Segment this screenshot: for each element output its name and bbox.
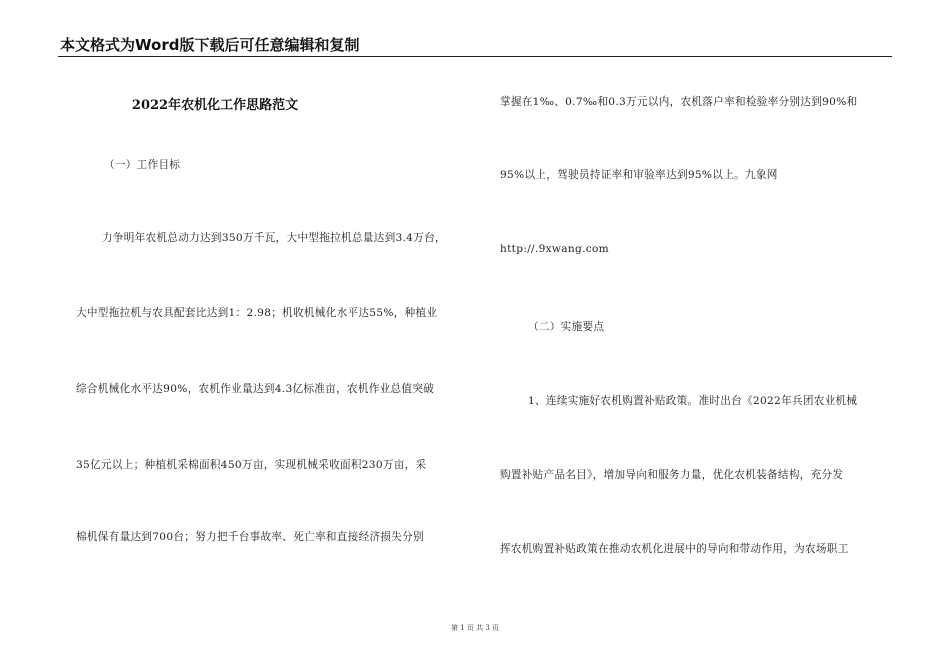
section-heading-goals: （一）工作目标 (104, 159, 181, 171)
document-title: 2022年农机化工作思路范文 (131, 98, 299, 113)
website-url: http://.9xwang.com (500, 243, 610, 255)
page-indicator: 第 1 页 共 3 页 (450, 624, 500, 632)
header-divider (58, 56, 892, 57)
section-heading-implementation: （二）实施要点 (528, 321, 605, 333)
paragraph-line: 35亿元以上；种植机采棉面积450万亩，实现机械采收面积230万亩，采 (76, 459, 427, 471)
paragraph-line: 1、连续实施好农机购置补贴政策。准时出台《2022年兵团农业机械 (528, 395, 858, 407)
paragraph-line: 棉机保有量达到700台；努力把千台事故率、死亡率和直接经济损失分别 (76, 531, 424, 543)
paragraph-line: 大中型拖拉机与农具配套比达到1：2.98；机收机械化水平达55%，种植业 (76, 307, 438, 319)
paragraph-line: 掌握在1‰、0.7‰和0.3万元以内，农机落户率和检验率分别达到90%和 (500, 96, 858, 108)
paragraph-line: 挥农机购置补贴政策在推动农机化进展中的导向和带动作用，为农场职工 (500, 543, 849, 555)
paragraph-line: 95%以上，驾驶员持证率和审验率达到95%以上。九象网 (500, 169, 778, 181)
paragraph-line: 购置补贴产品名目》，增加导向和服务力量，优化农机装备结构，充分发 (500, 469, 844, 481)
document-banner: 本文格式为Word版下载后可任意编辑和复制 (60, 36, 360, 54)
paragraph-line: 综合机械化水平达90%，农机作业量达到4.3亿标准亩，农机作业总值突破 (76, 383, 435, 395)
paragraph-line: 力争明年农机总动力达到350万千瓦，大中型拖拉机总量达到3.4万台， (102, 232, 446, 244)
